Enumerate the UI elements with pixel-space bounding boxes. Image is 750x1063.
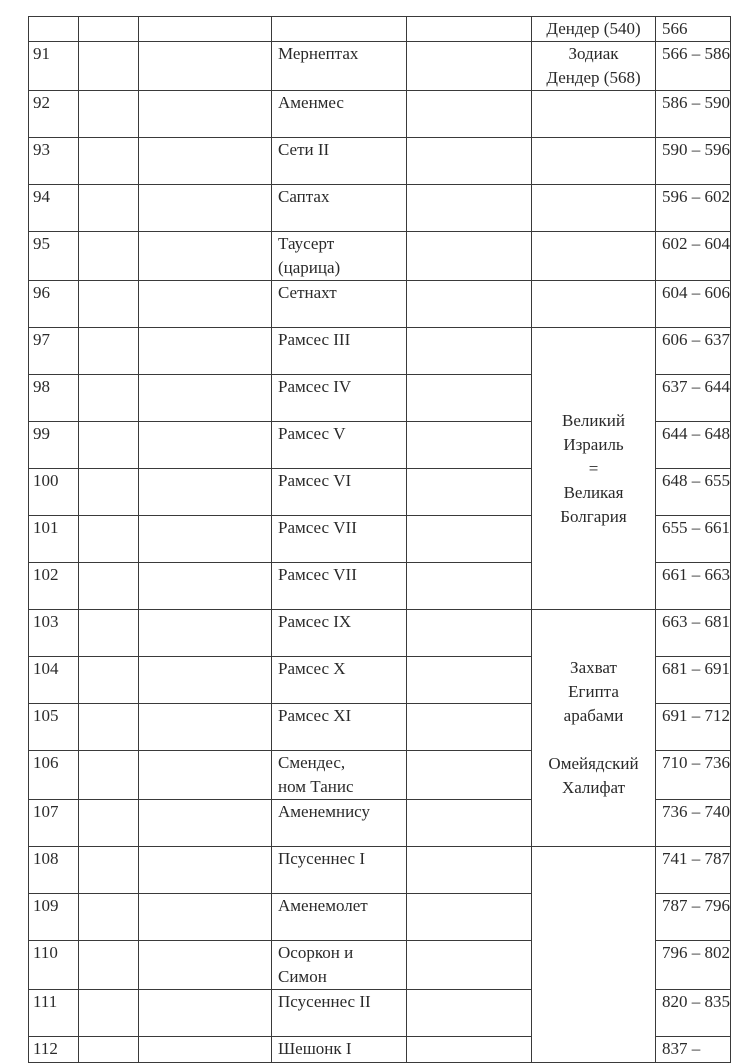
empty-cell: [139, 563, 272, 610]
years-cell: 736 – 740: [656, 800, 731, 847]
row-number: 111: [29, 990, 79, 1037]
empty-cell: [407, 610, 532, 657]
empty-cell: [407, 847, 532, 894]
table-row: [29, 91, 731, 138]
empty-cell: [407, 990, 532, 1037]
pharaoh-name: Рамсес VII: [272, 563, 407, 610]
empty-cell: [407, 328, 532, 375]
empty-cell: [407, 657, 532, 704]
empty-cell: [532, 281, 656, 328]
years-cell: 606 – 637: [656, 328, 731, 375]
row-number: 93: [29, 138, 79, 185]
years-cell: 637 – 644: [656, 375, 731, 422]
row-number: 103: [29, 610, 79, 657]
empty-cell: [139, 91, 272, 138]
table-row: [29, 138, 731, 185]
row-number: 110: [29, 941, 79, 990]
row-number: 104: [29, 657, 79, 704]
years-cell: 681 – 691: [656, 657, 731, 704]
empty-note-cell: [532, 847, 656, 1063]
row-number: 97: [29, 328, 79, 375]
row-number: 94: [29, 185, 79, 232]
table-row: [29, 847, 731, 894]
empty-cell: [79, 42, 139, 91]
empty-cell: [79, 281, 139, 328]
empty-cell: [407, 232, 532, 281]
row-number: 106: [29, 751, 79, 800]
empty-cell: [407, 42, 532, 91]
empty-cell: [407, 516, 532, 563]
years-cell: 661 – 663: [656, 563, 731, 610]
years-cell: 655 – 661: [656, 516, 731, 563]
empty-cell: [532, 185, 656, 232]
empty-cell: [139, 800, 272, 847]
note-cell: Дендер (540): [532, 17, 656, 42]
years-cell: 644 – 648: [656, 422, 731, 469]
empty-cell: [79, 375, 139, 422]
years-cell: 586 – 590: [656, 91, 731, 138]
empty-cell: [407, 17, 532, 42]
pharaoh-name: [272, 17, 407, 42]
years-cell: 837 –: [656, 1037, 731, 1063]
years-cell: 741 – 787: [656, 847, 731, 894]
empty-cell: [79, 800, 139, 847]
years-cell: 820 – 835: [656, 990, 731, 1037]
pharaoh-name: Рамсес V: [272, 422, 407, 469]
empty-cell: [407, 422, 532, 469]
row-number: 105: [29, 704, 79, 751]
row-number: 102: [29, 563, 79, 610]
empty-cell: [79, 328, 139, 375]
empty-cell: [139, 328, 272, 375]
empty-cell: [79, 516, 139, 563]
row-number: 108: [29, 847, 79, 894]
row-number: 91: [29, 42, 79, 91]
row-number: 95: [29, 232, 79, 281]
years-cell: 604 – 606: [656, 281, 731, 328]
pharaoh-name: Рамсес IX: [272, 610, 407, 657]
pharaoh-name: Осоркон и Симон: [272, 941, 407, 990]
pharaoh-name: Сети II: [272, 138, 407, 185]
years-cell: 663 – 681: [656, 610, 731, 657]
years-cell: 566 – 586: [656, 42, 731, 91]
empty-cell: [79, 704, 139, 751]
empty-cell: [79, 563, 139, 610]
empty-cell: [407, 563, 532, 610]
empty-cell: [139, 516, 272, 563]
empty-cell: [79, 17, 139, 42]
empty-cell: [139, 847, 272, 894]
empty-cell: [79, 1037, 139, 1063]
empty-cell: [407, 751, 532, 800]
table-row: [29, 328, 731, 375]
row-number: [29, 17, 79, 42]
note-arab-conquest: Захват Египта арабами Омейядский Халифат: [532, 610, 656, 847]
years-cell: 602 – 604: [656, 232, 731, 281]
row-number: 96: [29, 281, 79, 328]
empty-cell: [407, 138, 532, 185]
empty-cell: [407, 894, 532, 941]
empty-cell: [139, 751, 272, 800]
empty-cell: [79, 894, 139, 941]
pharaoh-name: Саптах: [272, 185, 407, 232]
empty-cell: [79, 657, 139, 704]
empty-cell: [407, 281, 532, 328]
row-number: 101: [29, 516, 79, 563]
empty-cell: [139, 990, 272, 1037]
pharaoh-name: Рамсес XI: [272, 704, 407, 751]
empty-cell: [139, 469, 272, 516]
empty-cell: [407, 941, 532, 990]
empty-cell: [407, 91, 532, 138]
empty-cell: [139, 17, 272, 42]
row-number: 99: [29, 422, 79, 469]
empty-cell: [79, 990, 139, 1037]
pharaoh-name: Рамсес VI: [272, 469, 407, 516]
table-row: [29, 17, 731, 42]
empty-cell: [139, 1037, 272, 1063]
table-row: [29, 610, 731, 657]
empty-cell: [139, 610, 272, 657]
note-great-israel: Великий Израиль = Великая Болгария: [532, 328, 656, 610]
table-row: [29, 232, 731, 281]
pharaoh-name: Шешонк I: [272, 1037, 407, 1063]
row-number: 100: [29, 469, 79, 516]
pharaoh-name: Аменмес: [272, 91, 407, 138]
empty-cell: [79, 469, 139, 516]
years-cell: 710 – 736: [656, 751, 731, 800]
pharaoh-name: Рамсес IV: [272, 375, 407, 422]
years-cell: 596 – 602: [656, 185, 731, 232]
empty-cell: [139, 422, 272, 469]
years-cell: 648 – 655: [656, 469, 731, 516]
empty-cell: [79, 847, 139, 894]
note-cell: Зодиак Дендер (568): [532, 42, 656, 91]
table-row: [29, 42, 731, 91]
empty-cell: [79, 232, 139, 281]
pharaoh-name: Аменемолет: [272, 894, 407, 941]
empty-cell: [139, 704, 272, 751]
empty-cell: [407, 185, 532, 232]
years-cell: 566: [656, 17, 731, 42]
empty-cell: [532, 138, 656, 185]
pharaoh-name: Псусеннес I: [272, 847, 407, 894]
row-number: 98: [29, 375, 79, 422]
empty-cell: [79, 422, 139, 469]
row-number: 112: [29, 1037, 79, 1063]
empty-cell: [79, 138, 139, 185]
years-cell: 787 – 796: [656, 894, 731, 941]
pharaoh-name: Псусеннес II: [272, 990, 407, 1037]
empty-cell: [139, 185, 272, 232]
empty-cell: [532, 91, 656, 138]
empty-cell: [79, 941, 139, 990]
empty-cell: [407, 469, 532, 516]
empty-cell: [139, 894, 272, 941]
empty-cell: [139, 281, 272, 328]
empty-cell: [407, 375, 532, 422]
table-row: [29, 281, 731, 328]
empty-cell: [407, 800, 532, 847]
pharaoh-name: Рамсес III: [272, 328, 407, 375]
empty-cell: [79, 185, 139, 232]
empty-cell: [79, 751, 139, 800]
pharaoh-name: Таусерт (царица): [272, 232, 407, 281]
empty-cell: [139, 941, 272, 990]
pharaoh-name: Рамсес VII: [272, 516, 407, 563]
table-row: [29, 185, 731, 232]
pharaoh-name: Рамсес X: [272, 657, 407, 704]
empty-cell: [139, 138, 272, 185]
empty-cell: [139, 375, 272, 422]
row-number: 107: [29, 800, 79, 847]
pharaoh-name: Аменемнису: [272, 800, 407, 847]
empty-cell: [139, 657, 272, 704]
empty-cell: [139, 232, 272, 281]
empty-cell: [532, 232, 656, 281]
row-number: 109: [29, 894, 79, 941]
empty-cell: [407, 1037, 532, 1063]
years-cell: 590 – 596: [656, 138, 731, 185]
empty-cell: [79, 91, 139, 138]
years-cell: 691 – 712: [656, 704, 731, 751]
empty-cell: [139, 42, 272, 91]
pharaoh-name: Смендес, ном Танис: [272, 751, 407, 800]
empty-cell: [79, 610, 139, 657]
empty-cell: [407, 704, 532, 751]
pharaoh-name: Сетнахт: [272, 281, 407, 328]
chronology-table: [28, 16, 731, 1063]
row-number: 92: [29, 91, 79, 138]
years-cell: 796 – 802: [656, 941, 731, 990]
pharaoh-name: Мернептах: [272, 42, 407, 91]
